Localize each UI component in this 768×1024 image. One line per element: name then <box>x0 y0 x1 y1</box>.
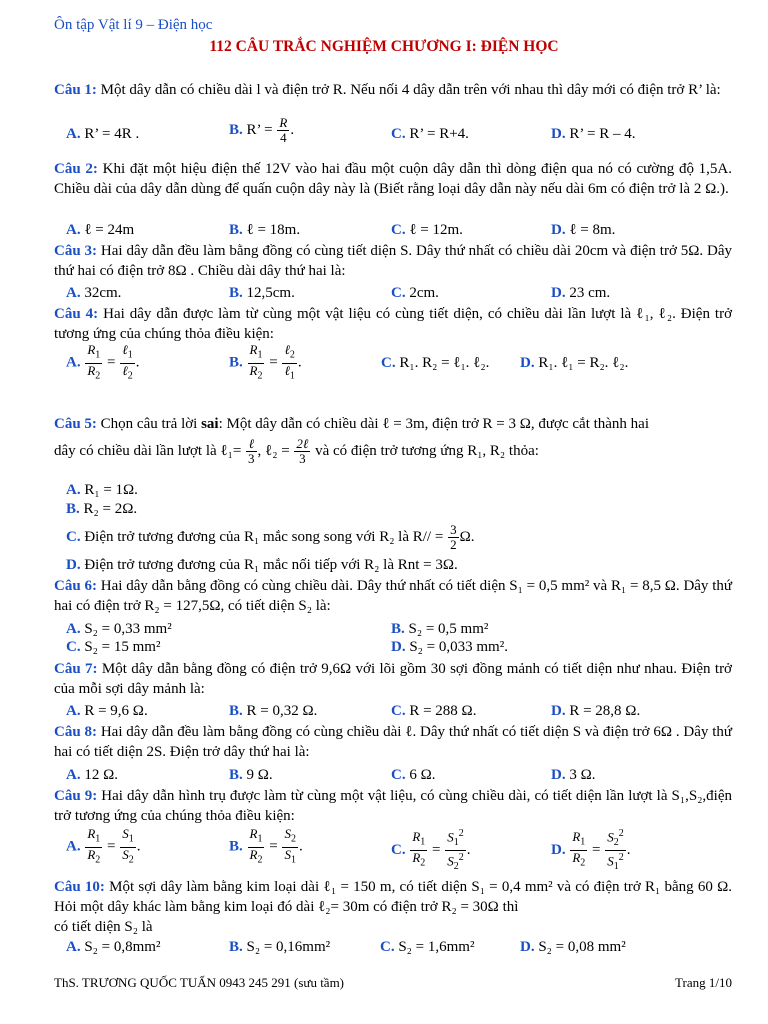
option-d: D. $\frac{R_1}{R_2}$ = $\frac{S_2^2}{S_1^2}$ . <box>551 828 631 872</box>
option-d: D. R’ = R – 4. <box>551 126 636 142</box>
option-b: B. R = 0,32 Ω. <box>229 703 318 719</box>
question-4-options <box>54 342 732 382</box>
question-10-options <box>54 937 732 959</box>
question-6 <box>54 576 732 616</box>
question-5-line2: dây có chiều dài lần lượt là ℓ₁= $\frac{\text{ℓ}}{3}$ , ℓ₂ = $\frac{\text{2ℓ}}{3}$ và có điện trở tương ứng R₁, R₂ thỏa: <box>54 436 539 466</box>
question-5: Câu 5: Chọn câu trả lời sai: Một dây dẫn có chiều dài ℓ = 3m, điện trở R = 3 Ω, được cắt thành hai <box>54 416 650 432</box>
question-10-line3: có tiết diện S₂ là <box>54 919 153 935</box>
option-b: B. $\frac{R_1}{R_2}$ = $\frac{\ell_2}{\ell_1}$ . <box>229 342 302 382</box>
option-a: A. R = 9,6 Ω. <box>66 703 148 719</box>
question-text: Một dây dẫn bằng đồng có điện trở 9,6Ω với lõi gồm 30 sợi đồng mảnh có tiết diện như nhau. Điện trở của mỗi sợi dây mảnh là: <box>54 661 732 697</box>
question-number: Câu 10: <box>54 879 105 895</box>
option-c: C. 6 Ω. <box>391 767 436 783</box>
question-text: Một dây dẫn có chiều dài l và điện trở R. Nếu nối 4 dây dẫn trên với nhau thì dây mới có điện trở R’ là: <box>100 82 721 98</box>
option-d: D. S₂ = 0,033 mm². <box>391 639 508 655</box>
question-text: Hai dây dẫn được làm từ cùng một vật liệu có cùng tiết diện, có chiều dài lần lượt là ℓ₁, ℓ₂. Điện trở tương ứng của chúng thỏa điều kiện: <box>54 306 733 342</box>
option-c: C. R = 288 Ω. <box>391 703 477 719</box>
option-b: B. $\frac{R_1}{R_2}$ = $\frac{S_2}{S_1}$ . <box>229 826 303 866</box>
option-a: A. S₂ = 0,8mm² <box>66 939 161 955</box>
question-1-options <box>54 115 732 146</box>
option-a: A. S₂ = 0,33 mm² <box>66 621 172 637</box>
question-number: Câu 1: <box>54 82 97 98</box>
question-8-options <box>54 765 732 787</box>
question-4 <box>54 304 732 344</box>
option-b: B. S₂ = 0,16mm² <box>229 939 331 955</box>
page-header: Ôn tập Vật lí 9 – Điện học <box>54 17 213 33</box>
question-5-option-a: A. R₁ = 1Ω. <box>66 482 138 498</box>
question-3 <box>54 241 732 281</box>
question-number: Câu 4: <box>54 306 99 322</box>
option-c: C. S₂ = 15 mm² <box>66 639 161 655</box>
option-b: B. ℓ = 18m. <box>229 222 301 238</box>
option-a: A. 32cm. <box>66 285 122 301</box>
question-9 <box>54 786 732 826</box>
page-number: Trang 1/10 <box>675 975 732 990</box>
question-5-option-d: D. Điện trở tương đương của R₁ mắc nối tiếp với R₂ là Rnt = 3Ω. <box>66 557 458 573</box>
option-c: C. R’ = R+4. <box>391 126 469 142</box>
option-c: C. R₁. R₂ = ℓ₁. ℓ₂. <box>381 355 490 371</box>
question-text: Hai dây dẫn đều làm bằng đồng có cùng chiều dài ℓ. Dây thứ nhất có tiết diện S và điện trở 6Ω . Dây thứ hai có tiết diện 2S. Điện trở dây thứ hai là: <box>54 724 733 760</box>
option-b: B. S₂ = 0,5 mm² <box>391 621 489 637</box>
page-title: 112 CÂU TRẮC NGHIỆM CHƯƠNG I: ĐIỆN HỌC <box>209 38 559 55</box>
question-10 <box>54 877 732 917</box>
question-number: Câu 8: <box>54 724 97 740</box>
question-text: Khi đặt một hiệu điện thế 12V vào hai đầu một cuộn dây dẫn thì dòng điện qua nó có cường độ 1,5A. Chiều dài của dây dẫn dùng để quấn cuộn dây này là (Biết rằng loại dây dẫn này nếu dài 6m có điện trở là 2 Ω.). <box>54 161 732 197</box>
question-8 <box>54 722 732 762</box>
option-c: C. $\frac{R_1}{R_2}$ = $\frac{S_1^2}{S_2^2}$ . <box>391 828 471 872</box>
option-b: B. 12,5cm. <box>229 285 295 301</box>
question-text: Hai dây dẫn bằng đồng có cùng chiều dài. Dây thứ nhất có tiết diện S₁ = 0,5 mm² và R₁ = 8,5 Ω. Dây thứ hai có điện trở R₂ = 127,5Ω, có tiết diện S₂ là: <box>54 578 733 614</box>
option-d: D. R = 28,8 Ω. <box>551 703 641 719</box>
question-number: Câu 5: <box>54 416 97 432</box>
option-d: D. 3 Ω. <box>551 767 596 783</box>
question-text: Hai dây dẫn đều làm bằng đồng có cùng tiết diện S. Dây thứ nhất có chiều dài 20cm và điện trở 5Ω. Dây thứ hai có điện trở 8Ω . Chiều dài dây thứ hai là: <box>54 243 733 279</box>
question-2-options <box>54 220 732 242</box>
question-5-option-b: B. R₂ = 2Ω. <box>66 501 138 517</box>
question-6-options-cd <box>54 637 732 659</box>
question-text: Một sợi dây làm bằng kim loại dài ℓ₁ = 150 m, có tiết diện S₁ = 0,4 mm² và có điện trở R₁ bằng 60 Ω. Hỏi một dây khác làm bằng kim loại đó dài ℓ₂= 30m có điện trở R₂ = 30Ω thì <box>54 879 733 915</box>
question-number: Câu 6: <box>54 578 97 594</box>
option-c: C. S₂ = 1,6mm² <box>380 939 475 955</box>
option-c: C. ℓ = 12m. <box>391 222 463 238</box>
question-2 <box>54 159 732 199</box>
question-7-options <box>54 701 732 723</box>
option-d: D. 23 cm. <box>551 285 611 301</box>
option-a: A. 12 Ω. <box>66 767 118 783</box>
option-a: A. ℓ = 24m <box>66 222 135 238</box>
question-number: Câu 3: <box>54 243 98 259</box>
option-d: D. ℓ = 8m. <box>551 222 616 238</box>
emphasis-sai: sai <box>201 416 219 432</box>
page-footer <box>54 975 732 991</box>
question-3-options <box>54 283 732 305</box>
option-c: C. 2cm. <box>391 285 439 301</box>
question-7 <box>54 659 732 699</box>
option-a: A. $\frac{R_1}{R_2}$ = $\frac{S_1}{S_2}$ . <box>66 826 141 866</box>
option-d: D. S₂ = 0,08 mm² <box>520 939 626 955</box>
question-number: Câu 9: <box>54 788 98 804</box>
question-5-option-c: C. Điện trở tương đương của R₁ mắc song song với R₂ là R// = $\frac{3}{2}$ Ω. <box>66 522 475 552</box>
option-a: A. $\frac{R_1}{R_2}$ = $\frac{\ell_1}{\ell_2}$ . <box>66 342 140 382</box>
option-a: A. R’ = 4R . <box>66 126 140 142</box>
question-text: Hai dây dẫn hình trụ được làm từ cùng một vật liệu, có cùng chiều dài, có tiết diện lần lượt là S₁,S₂,điện trở tương ứng của chúng thỏa điều kiện: <box>54 788 733 824</box>
question-number: Câu 7: <box>54 661 98 677</box>
question-9-options <box>54 826 732 872</box>
option-b: B. R’ = $\frac{R}{4}$ . <box>229 115 295 145</box>
option-b: B. 9 Ω. <box>229 767 273 783</box>
option-d: D. R₁. ℓ₁ = R₂. ℓ₂. <box>520 355 629 371</box>
question-number: Câu 2: <box>54 161 98 177</box>
question-1 <box>54 80 732 100</box>
footer-author: ThS. TRƯƠNG QUỐC TUẤN 0943 245 291 (sưu tầm) <box>54 975 345 990</box>
